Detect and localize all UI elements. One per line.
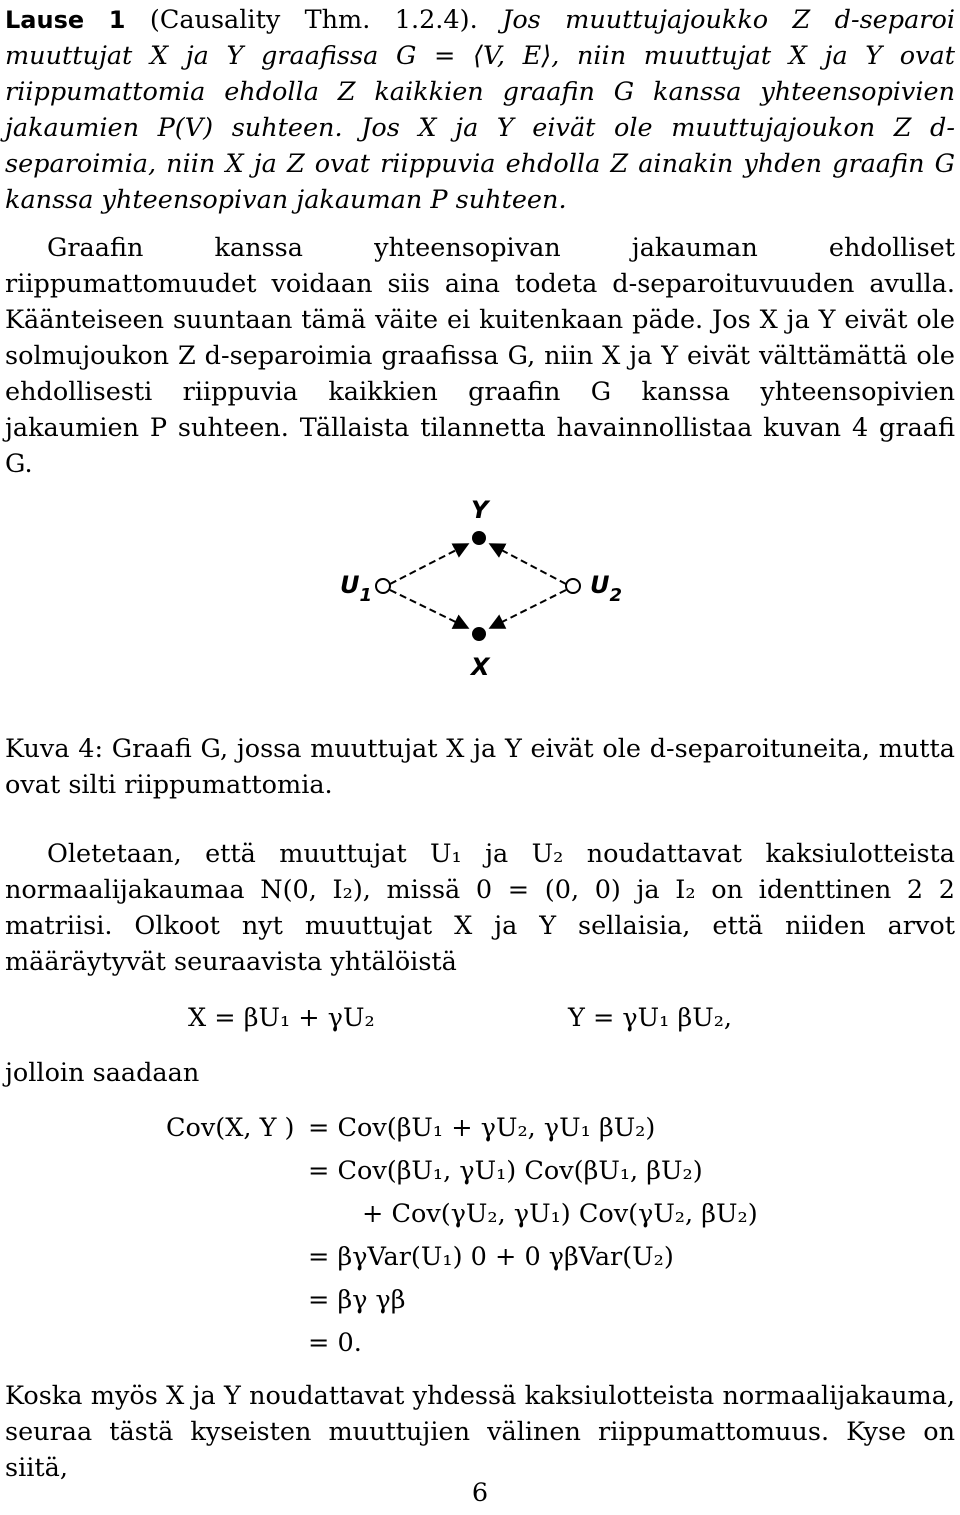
cov-line-5: = βγ γβ [308, 1285, 406, 1315]
graph-edges [390, 544, 566, 628]
cov-line-1: = Cov(βU₁ + γU₂, γU₁ βU₂) [308, 1113, 656, 1143]
equation-y: Y = γU₁ βU₂, [568, 1003, 733, 1033]
cov-line-4: = βγVar(U₁) 0 + 0 γβVar(U₂) [308, 1242, 674, 1272]
edge-u1-y [390, 544, 468, 584]
figure-graph [0, 490, 960, 690]
theorem-label: Lause 1 [5, 6, 126, 34]
node-y [472, 531, 486, 545]
node-u1 [376, 579, 390, 593]
node-u1-label: $U_1$ [340, 571, 373, 606]
node-y-label: Y [471, 496, 489, 524]
paragraph-conclusion: Koska myös X ja Y noudattavat yhdessä kaksiulotteista normaalijakauma, seuraa tästä kyseisten muuttujien välinen riippumattomuus. Kyse on siitä, [5, 1381, 955, 1483]
theorem-body: Jos muuttujajoukko Z d-separoi muuttujat X ja Y graafissa G = ⟨V, E⟩, niin muuttujat X ja Y ovat riippumattomia ehdolla Z kaikkien graafin G kanssa yhteensopivien jakaumien P(V) suhteen. Jos X ja Y eivät ole muuttujajoukon Z d-separoimia, niin X ja Z ovat riippuvia ehdolla Z ainakin yhden graafin G kanssa yhteensopivan jakauman P suhteen. [5, 5, 955, 215]
cov-line-3: + Cov(γU₂, γU₁) Cov(γU₂, βU₂) [362, 1199, 758, 1229]
paragraph-normal: Oletetaan, että muuttujat U₁ ja U₂ noudattavat kaksiulotteista normaalijakaumaa N(0, I₂), missä 0 = (0, 0) ja I₂ on identtinen 2 2 matriisi. Olkoot nyt muuttujat X ja Y sellaisia, että niiden arvot määräytyvät seuraavista yhtälöistä [5, 839, 955, 977]
cov-line-6: = 0. [308, 1328, 362, 1358]
theorem-ref: (Causality Thm. 1.2.4). [149, 5, 478, 35]
figure-caption: Kuva 4: Graafi G, jossa muuttujat X ja Y eivät ole d-separoituneita, mutta ovat silti riippumattomia. [5, 734, 955, 800]
node-u2 [566, 579, 580, 593]
cov-line-2: = Cov(βU₁, γU₁) Cov(βU₁, βU₂) [308, 1156, 703, 1186]
page-number: 6 [471, 1478, 489, 1508]
edge-u1-x [390, 590, 468, 628]
equation-x: X = βU₁ + γU₂ [188, 1003, 375, 1033]
node-u2-label: $U_2$ [590, 571, 623, 606]
paragraph-dsep: Graafin kanssa yhteensopivan jakauman ehdolliset riippumattomuudet voidaan siis aina todeta d-separoituvuuden avulla. Käänteiseen suuntaan tämä väite ei kuitenkaan päde. Jos X ja Y eivät ole solmujoukon Z d-separoimia graafissa G, niin X ja Y eivät välttämättä ole ehdollisesti riippuvia kaikkien graafin G kanssa yhteensopivien jakaumien P suhteen. Tällaista tilannetta havainnollistaa kuvan 4 graafi G. [5, 233, 955, 479]
cov-lhs: Cov(X, Y ) [166, 1113, 295, 1143]
node-x-label: X [471, 653, 490, 681]
edge-u2-y [490, 544, 566, 584]
node-x [472, 627, 486, 641]
edge-u2-x [490, 590, 566, 628]
jolloin-text: jolloin saadaan [5, 1058, 200, 1088]
theorem-block [5, 2, 955, 218]
